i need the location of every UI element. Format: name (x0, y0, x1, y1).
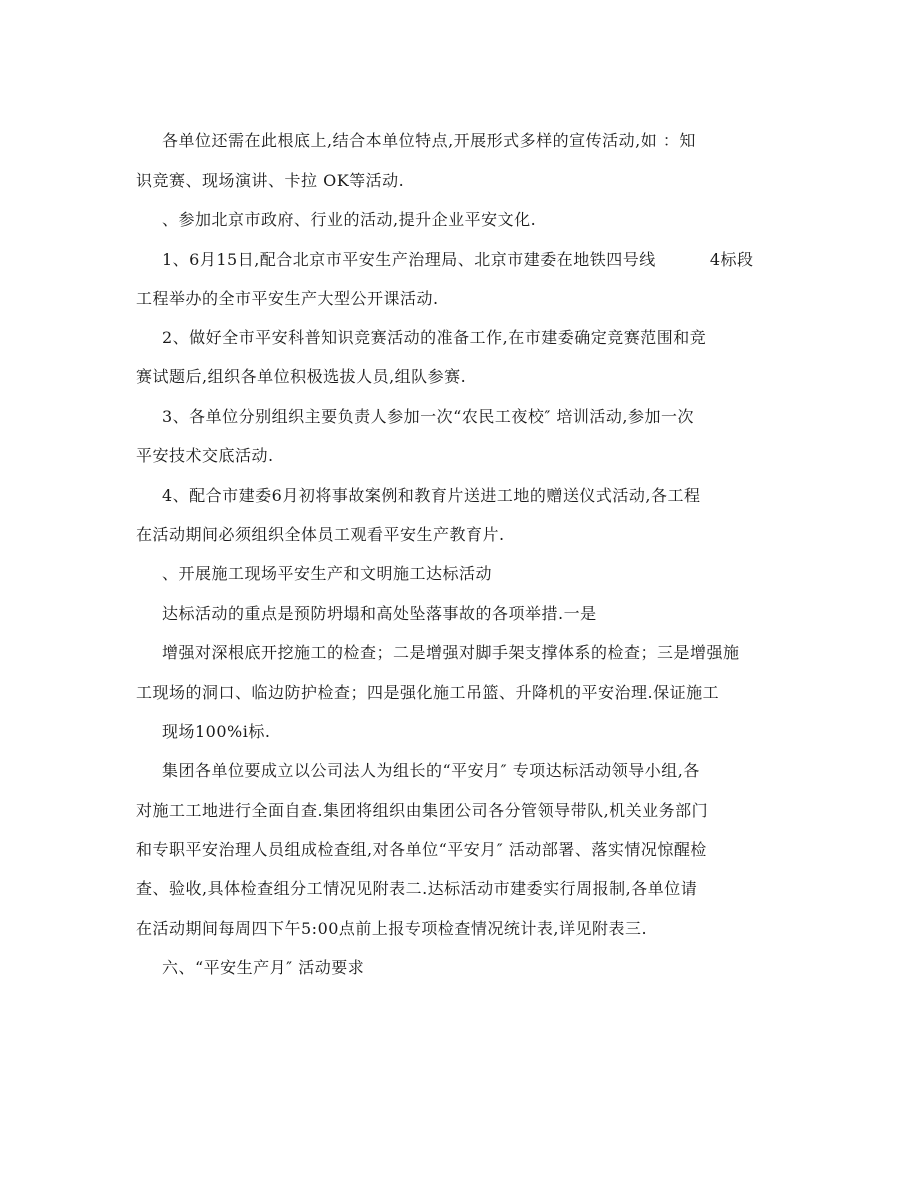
paragraph-line: 达标活动的重点是预防坍塌和高处坠落事故的各项举措.一是 (162, 604, 597, 623)
paragraph-line (162, 250, 754, 270)
paragraph-line: 工现场的洞口、临边防护检查；四是强化施工吊篮、升降机的平安治理.保证施工 (136, 683, 720, 702)
paragraph-line: 查、验收,具体检查组分工情况见附表二.达标活动市建委实行周报制,各单位请 (136, 879, 698, 898)
section-heading: 、开展施工现场平安生产和文明施工达标活动 (162, 564, 493, 583)
paragraph-line: 对施工工地进行全面自查.集团将组织由集团公司各分管领导带队,机关业务部门 (136, 801, 709, 820)
paragraph-line: 增强对深根底开挖施工的检查；二是增强对脚手架支撑体系的检查；三是增强施 (162, 643, 740, 662)
paragraph-line: 、参加北京市政府、行业的活动,提升企业平安文化. (162, 210, 537, 229)
paragraph-line: 2、做好全市平安科普知识竞赛活动的准备工作,在市建委确定竞赛范围和竞 (162, 328, 707, 347)
paragraph-line: 现场100%i标. (162, 722, 271, 741)
paragraph-line: 赛试题后,组织各单位积极选拔人员,组队参赛. (136, 367, 467, 386)
paragraph-line: 各单位还需在此根底上,结合本单位特点,开展形式多样的宣传活动,如 ：知 (162, 131, 696, 150)
line-text: 4标段 (709, 250, 754, 269)
line-text: 1、6月15日,配合北京市平安生产治理局、北京市建委在地铁四号线 (162, 250, 656, 269)
paragraph-line: 平安技术交底活动. (136, 446, 274, 465)
paragraph-line: 识竞赛、现场演讲、卡拉 OK等活动. (136, 171, 405, 190)
paragraph-line: 工程举办的全市平安生产大型公开课活动. (136, 289, 439, 308)
paragraph-line: 在活动期间每周四下午5:00点前上报专项检查情况统计表,详见附表三. (136, 919, 648, 938)
paragraph-line: 集团各单位要成立以公司法人为组长的“平安月″ 专项达标活动领导小组,各 (162, 761, 700, 780)
section-heading: 六、“平安生产月″ 活动要求 (162, 958, 365, 977)
paragraph-line: 在活动期间必须组织全体员工观看平安生产教育片. (136, 525, 505, 544)
paragraph-line: 4、配合市建委6月初将事故案例和教育片送进工地的赠送仪式活动,各工程 (162, 486, 701, 505)
paragraph-line: 和专职平安治理人员组成检查组,对各单位“平安月″ 活动部署、落实情况惊醒检 (136, 840, 707, 859)
paragraph-line: 3、各单位分别组织主要负责人参加一次“农民工夜校″ 培训活动,参加一次 (162, 407, 695, 426)
